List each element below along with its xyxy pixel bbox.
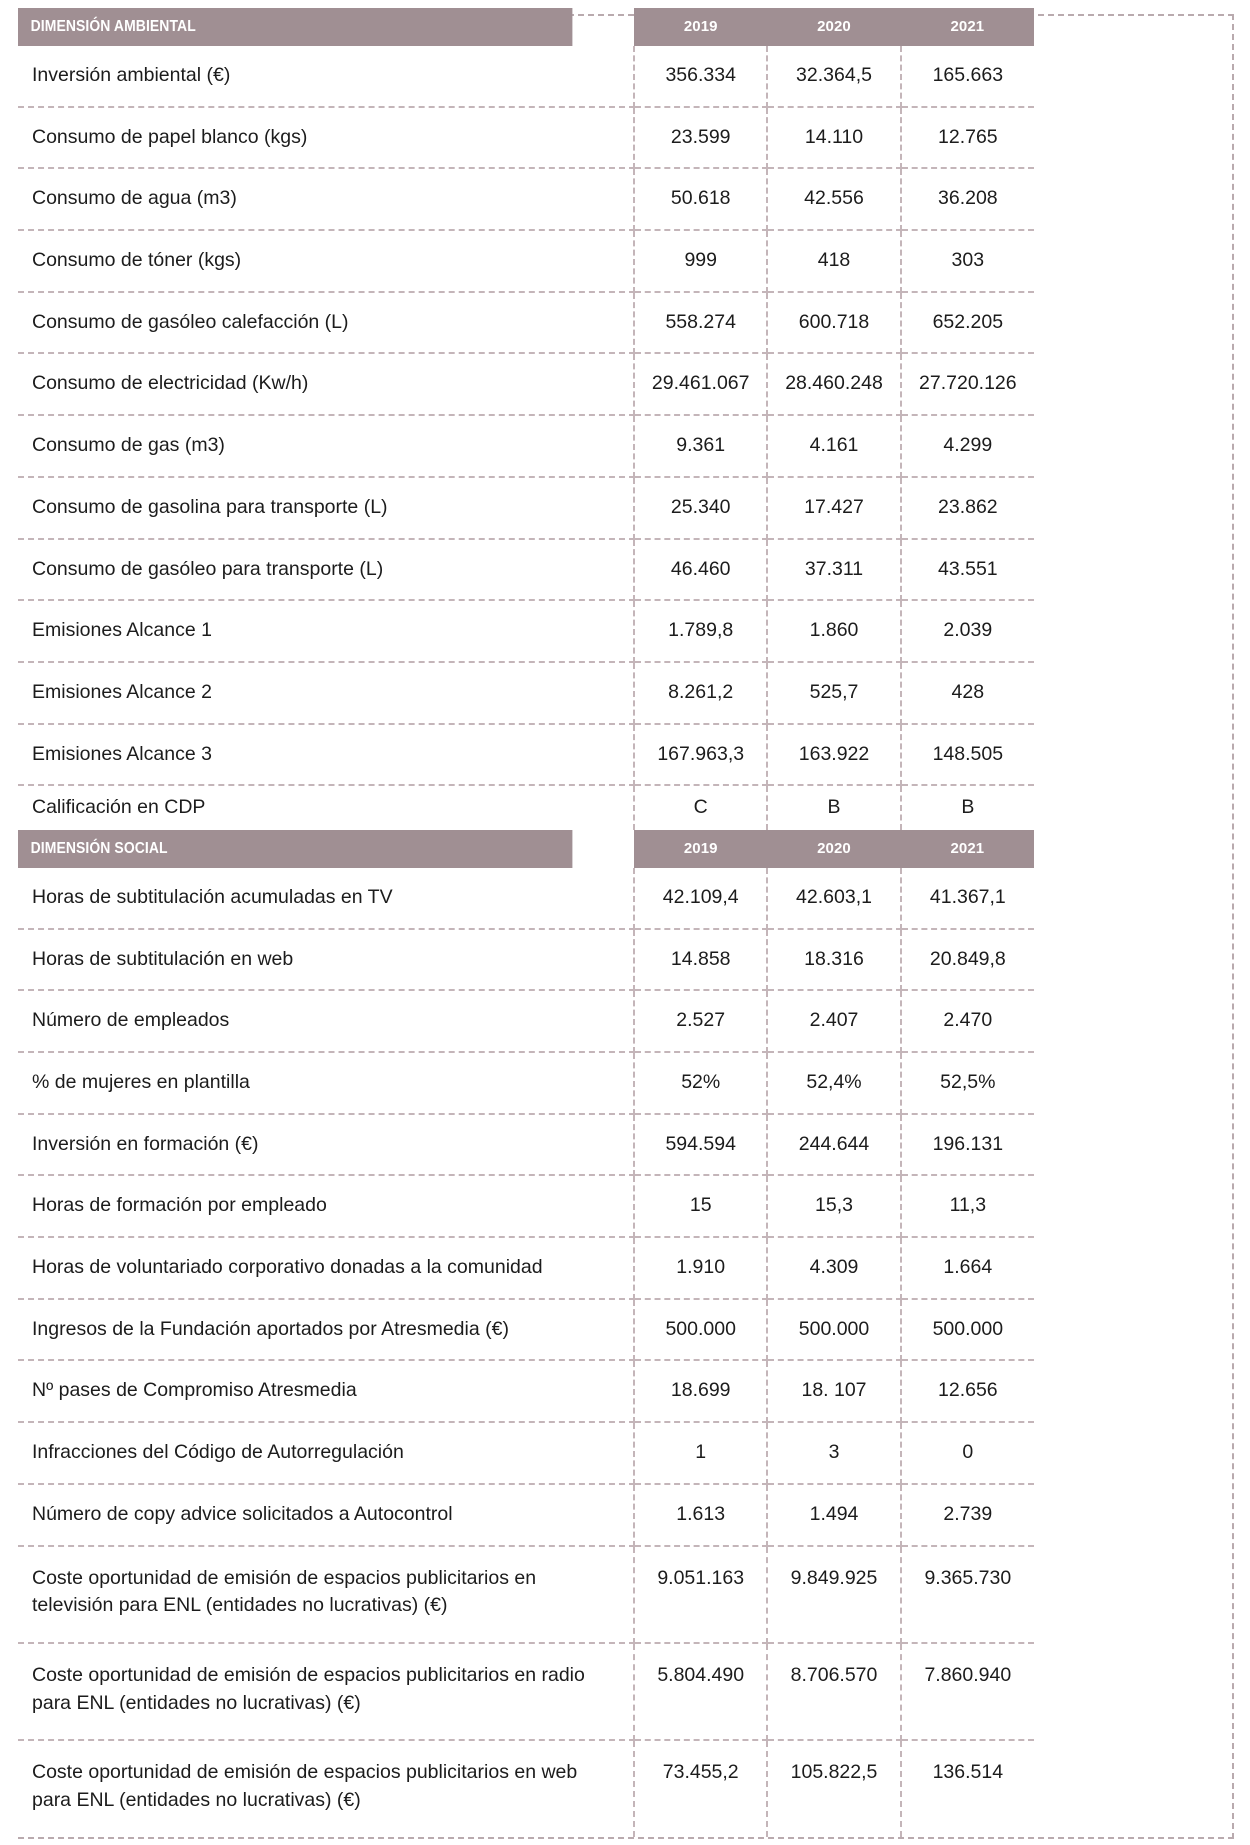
row-label (18, 1546, 634, 1643)
row-value-2019: 42.109,4 (634, 868, 767, 929)
row-value-2019: 18.699 (634, 1360, 767, 1422)
row-label (18, 1484, 634, 1546)
row-value-2019: 1 (634, 1422, 767, 1484)
row-value-2021: 0 (901, 1422, 1034, 1484)
row-value-2020: 42.556 (767, 168, 900, 230)
row-value-2019: 50.618 (634, 168, 767, 230)
table-row (18, 1484, 1034, 1546)
row-value-2019: 14.858 (634, 929, 767, 991)
row-label (18, 1114, 634, 1176)
row-value-2019: 558.274 (634, 292, 767, 354)
section-title: DIMENSIÓN AMBIENTAL (18, 8, 572, 46)
row-value-2020: 4.309 (767, 1237, 900, 1299)
section-year-header-2020: 2020 (767, 8, 900, 46)
row-label (18, 353, 634, 415)
row-label-text: Inversión ambiental (€) (32, 64, 231, 86)
row-value-2019: 29.461.067 (634, 353, 767, 415)
table-row (18, 1643, 1034, 1740)
table-row (18, 600, 1034, 662)
section-title: DIMENSIÓN SOCIAL (18, 830, 572, 868)
row-value-2020: 17.427 (767, 477, 900, 539)
row-value-2021: 303 (901, 230, 1034, 292)
row-value-2020: 244.644 (767, 1114, 900, 1176)
row-value-2021: 20.849,8 (901, 929, 1034, 991)
row-value-2020: 3 (767, 1422, 900, 1484)
table-row (18, 1360, 1034, 1422)
row-label (18, 868, 634, 929)
row-value-2019: 5.804.490 (634, 1643, 767, 1740)
row-value-2021: 43.551 (901, 539, 1034, 601)
row-value-2021: 7.860.940 (901, 1643, 1034, 1740)
row-label (18, 1175, 634, 1237)
row-value-2020: 52,4% (767, 1052, 900, 1114)
row-value-2021: 41.367,1 (901, 868, 1034, 929)
row-label (18, 46, 634, 107)
row-label-text: Coste oportunidad de emisión de espacios publicitarios en web para ENL (entidades no lucrativas) (€) (32, 1761, 578, 1811)
row-value-2019: 356.334 (634, 46, 767, 107)
row-value-2020: 2.407 (767, 990, 900, 1052)
row-label-text: Consumo de electricidad (Kw/h) (32, 372, 309, 395)
row-value-2020: B (767, 785, 900, 830)
table-row (18, 868, 1034, 929)
row-label (18, 929, 634, 991)
row-value-2019: 1.613 (634, 1484, 767, 1546)
row-label-text: Emisiones Alcance 2 (32, 680, 212, 703)
row-label (18, 539, 634, 601)
row-value-2019: 52% (634, 1052, 767, 1114)
section-header-ambiental (18, 8, 1034, 46)
row-label (18, 477, 634, 539)
row-value-2021: 500.000 (901, 1299, 1034, 1361)
table-row (18, 1175, 1034, 1237)
table-row (18, 990, 1034, 1052)
row-value-2020: 525,7 (767, 662, 900, 724)
row-label-text: % de mujeres en plantilla (32, 1071, 250, 1093)
table-row (18, 785, 1034, 830)
row-label (18, 990, 634, 1052)
table-row (18, 1740, 1034, 1836)
row-label (18, 1052, 634, 1114)
row-value-2021: 2.739 (901, 1484, 1034, 1546)
row-value-2020: 42.603,1 (767, 868, 900, 929)
row-value-2021: 12.765 (901, 107, 1034, 169)
row-value-2021: 52,5% (901, 1052, 1034, 1114)
row-label-text: Horas de formación por empleado (32, 1194, 327, 1217)
row-label (18, 107, 634, 169)
row-value-2021: 9.365.730 (901, 1546, 1034, 1643)
row-label (18, 1643, 634, 1740)
section-year-header-2020: 2020 (767, 830, 900, 868)
row-label-text: Ingresos de la Fundación aportados por Atresmedia (€) (32, 1317, 509, 1340)
section-year-header-2019: 2019 (634, 8, 767, 46)
row-value-2020: 32.364,5 (767, 46, 900, 107)
row-label (18, 1422, 634, 1484)
row-label-text: Horas de voluntariado corporativo donadas a la comunidad (32, 1256, 543, 1279)
row-value-2021: 2.470 (901, 990, 1034, 1052)
table-body (18, 8, 1034, 1837)
row-label-text: Número de empleados (32, 1009, 230, 1032)
row-label-text: Calificación en CDP (32, 796, 206, 819)
row-value-2020: 9.849.925 (767, 1546, 900, 1643)
row-value-2019: 594.594 (634, 1114, 767, 1176)
row-label (18, 168, 634, 230)
table-row (18, 168, 1034, 230)
row-label-text: Consumo de papel blanco (kgs) (32, 125, 308, 148)
row-value-2019: 9.361 (634, 415, 767, 477)
row-label (18, 292, 634, 354)
row-value-2021: 4.299 (901, 415, 1034, 477)
table-row (18, 1422, 1034, 1484)
row-value-2021: 2.039 (901, 600, 1034, 662)
row-value-2021: 36.208 (901, 168, 1034, 230)
row-value-2020: 15,3 (767, 1175, 900, 1237)
row-value-2019: 999 (634, 230, 767, 292)
row-value-2021: 428 (901, 662, 1034, 724)
row-value-2020: 18.316 (767, 929, 900, 991)
row-value-2021: 148.505 (901, 724, 1034, 786)
row-value-2019: 15 (634, 1175, 767, 1237)
row-label (18, 662, 634, 724)
row-value-2020: 28.460.248 (767, 353, 900, 415)
table-row (18, 539, 1034, 601)
row-value-2020: 18. 107 (767, 1360, 900, 1422)
row-label (18, 1299, 634, 1361)
row-label-text: Infracciones del Código de Autorregulación (32, 1441, 404, 1464)
row-label-text: Número de copy advice solicitados a Autocontrol (32, 1502, 453, 1525)
table-row (18, 1299, 1034, 1361)
section-year-header-2021: 2021 (901, 8, 1034, 46)
row-value-2021: 196.131 (901, 1114, 1034, 1176)
row-value-2021: 11,3 (901, 1175, 1034, 1237)
row-value-2020: 37.311 (767, 539, 900, 601)
row-label-text: Consumo de gasóleo para transporte (L) (32, 557, 384, 580)
row-value-2019: C (634, 785, 767, 830)
row-value-2021: B (901, 785, 1034, 830)
table-row (18, 415, 1034, 477)
row-value-2020: 500.000 (767, 1299, 900, 1361)
row-label-text: Consumo de tóner (kgs) (32, 249, 242, 272)
row-label-text: Horas de subtitulación en web (32, 947, 294, 970)
section-header-social (18, 830, 1034, 868)
row-label-text: Emisiones Alcance 3 (32, 742, 212, 765)
row-value-2019: 25.340 (634, 477, 767, 539)
row-label (18, 230, 634, 292)
table-row (18, 724, 1034, 786)
table-row (18, 353, 1034, 415)
section-year-header-2019: 2019 (634, 830, 767, 868)
row-label-text: Nº pases de Compromiso Atresmedia (32, 1379, 357, 1402)
row-value-2020: 1.860 (767, 600, 900, 662)
row-value-2021: 652.205 (901, 292, 1034, 354)
row-label (18, 1237, 634, 1299)
row-value-2020: 4.161 (767, 415, 900, 477)
row-value-2019: 8.261,2 (634, 662, 767, 724)
table-row (18, 230, 1034, 292)
row-label-text: Horas de subtitulación acumuladas en TV (32, 885, 393, 908)
row-label-text: Coste oportunidad de emisión de espacios publicitarios en televisión para ENL (entidades no lucrativas) (€) (32, 1566, 537, 1617)
row-value-2020: 600.718 (767, 292, 900, 354)
row-value-2019: 167.963,3 (634, 724, 767, 786)
row-value-2020: 1.494 (767, 1484, 900, 1546)
row-value-2019: 23.599 (634, 107, 767, 169)
row-label (18, 785, 634, 830)
row-label (18, 415, 634, 477)
row-value-2019: 1.789,8 (634, 600, 767, 662)
table-row (18, 107, 1034, 169)
row-value-2019: 2.527 (634, 990, 767, 1052)
row-value-2021: 23.862 (901, 477, 1034, 539)
table-row (18, 929, 1034, 991)
table-row (18, 1546, 1034, 1643)
row-label (18, 1360, 634, 1422)
table-row (18, 1114, 1034, 1176)
table-row (18, 477, 1034, 539)
row-value-2019: 1.910 (634, 1237, 767, 1299)
row-label-text: Coste oportunidad de emisión de espacios publicitarios en radio para ENL (entidades no lucrativas) (€) (32, 1663, 585, 1714)
section-year-header-2021: 2021 (901, 830, 1034, 868)
table-row (18, 1052, 1034, 1114)
row-value-2020: 163.922 (767, 724, 900, 786)
row-value-2020: 418 (767, 230, 900, 292)
row-label (18, 724, 634, 786)
row-value-2021: 27.720.126 (901, 353, 1034, 415)
row-value-2020: 14.110 (767, 107, 900, 169)
row-value-2019: 500.000 (634, 1299, 767, 1361)
row-label-text: Consumo de gas (m3) (32, 434, 225, 457)
row-value-2021: 12.656 (901, 1360, 1034, 1422)
table-row (18, 1237, 1034, 1299)
row-value-2021: 1.664 (901, 1237, 1034, 1299)
row-label-text: Emisiones Alcance 1 (32, 619, 212, 642)
row-value-2019: 46.460 (634, 539, 767, 601)
row-label-text: Inversión en formación (€) (32, 1132, 259, 1155)
row-label-text: Consumo de agua (m3) (32, 187, 237, 210)
row-label (18, 600, 634, 662)
row-value-2021: 136.514 (901, 1740, 1034, 1836)
row-value-2020: 105.822,5 (767, 1740, 900, 1836)
row-label-text: Consumo de gasóleo calefacción (L) (32, 310, 349, 333)
row-value-2020: 8.706.570 (767, 1643, 900, 1740)
row-value-2019: 73.455,2 (634, 1740, 767, 1836)
table-row (18, 46, 1034, 107)
row-label (18, 1740, 634, 1836)
row-label-text: Consumo de gasolina para transporte (L) (32, 495, 388, 518)
esg-indicators-table (18, 8, 1034, 1837)
table-row (18, 662, 1034, 724)
row-value-2019: 9.051.163 (634, 1546, 767, 1643)
table-row (18, 292, 1034, 354)
row-value-2021: 165.663 (901, 46, 1034, 107)
